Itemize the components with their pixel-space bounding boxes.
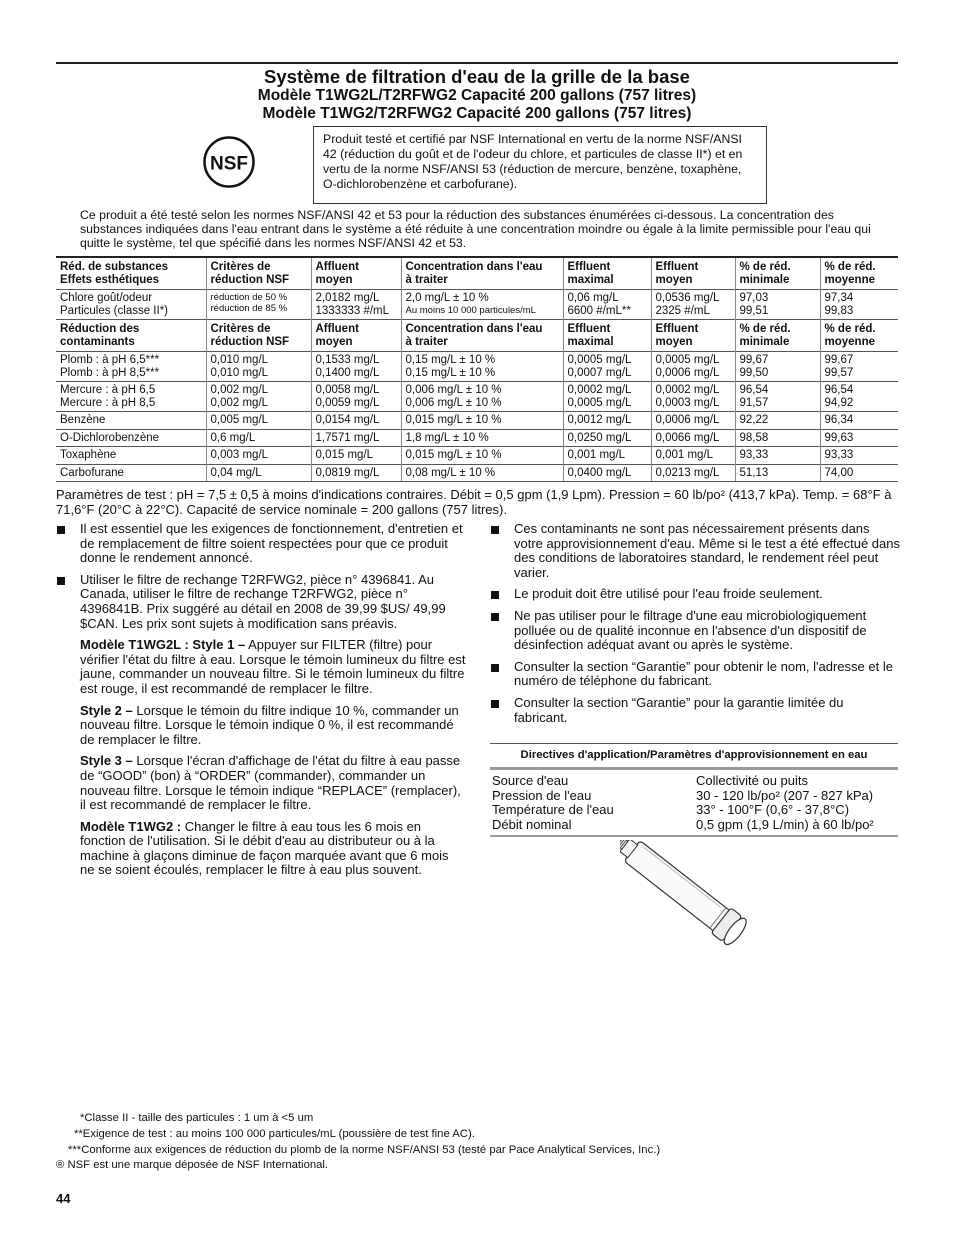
style-2-paragraph bbox=[56, 704, 466, 748]
table-cell: 0,6 mg/L bbox=[206, 429, 311, 447]
table-row bbox=[56, 447, 898, 465]
guidelines-row bbox=[492, 803, 896, 818]
table-cell: 0,0250 mg/L bbox=[563, 429, 651, 447]
table-cell: 93,33 bbox=[820, 447, 898, 465]
table-cell: 0,0006 mg/L bbox=[651, 412, 735, 430]
list-item bbox=[56, 573, 466, 631]
table-cell: 0,0002 mg/L 0,0003 mg/L bbox=[651, 382, 735, 412]
bullet-square-icon bbox=[491, 700, 499, 708]
table-cell: 93,33 bbox=[735, 447, 820, 465]
list-item bbox=[490, 522, 900, 580]
table-header-cell: Critères de réduction NSF bbox=[206, 320, 311, 352]
table-cell-line: 2,0 mg/L ± 10 % bbox=[405, 292, 489, 304]
bullet-square-icon bbox=[491, 526, 499, 534]
list-item-text: Ces contaminants ne sont pas nécessairement présents dans votre approvisionnement d'eau. Même si le test a été effectué dans des conditions de laboratoires standard, le rendement réel peut varier. bbox=[514, 521, 900, 580]
footnote: ***Conforme aux exigences de réduction du plomb de la norme NSF/ANSI 53 (testé par Pace Analytical Services, Inc.) bbox=[68, 1143, 661, 1156]
table-row bbox=[56, 290, 898, 320]
table-row bbox=[56, 352, 898, 382]
table-header-cell: Affluent moyen bbox=[311, 257, 401, 290]
table-cell: 0,0400 mg/L bbox=[563, 464, 651, 482]
table-cell: réduction de 50 % réduction de 85 % bbox=[206, 290, 311, 320]
table-cell: 0,015 mg/L ± 10 % bbox=[401, 447, 563, 465]
model-line-1: Modèle T1WG2L/T2RFWG2 Capacité 200 gallons (757 litres) bbox=[257, 87, 697, 104]
list-item-text: Utiliser le filtre de rechange T2RFWG2, pièce n° 4396841. Au Canada, utiliser le filtre de rechange T2RFWG2, pièce n° 4396841B. Prix suggéré au détail en 2008 de 39,99 $US/ 49,99 $CAN. Les prix sont sujets à modification sans préavis. bbox=[80, 571, 446, 631]
table-header-cell: Effluent moyen bbox=[651, 320, 735, 352]
style-2-text: Lorsque le témoin du filtre indique 10 %, commander un nouveau filtre. Lorsque le témoin indique 0 %, il est recommandé de remplacer le filtre. bbox=[80, 702, 459, 747]
table-row bbox=[56, 412, 898, 430]
nsf-logo bbox=[203, 136, 255, 188]
table-header-cell: % de réd. moyenne bbox=[820, 257, 898, 290]
table-cell: 99,67 99,57 bbox=[820, 352, 898, 382]
table-cell: 0,0058 mg/L 0,0059 mg/L bbox=[311, 382, 401, 412]
table-cell: 0,0005 mg/L 0,0007 mg/L bbox=[563, 352, 651, 382]
water-filter-illustration bbox=[620, 840, 770, 960]
guidelines-key: Source d'eau bbox=[492, 773, 569, 788]
footnote: **Exigence de test : au moins 100 000 particules/mL (poussière de test fine AC). bbox=[74, 1127, 475, 1140]
table-cell: Chlore goût/odeur Particules (classe II*) bbox=[56, 290, 206, 320]
guidelines-key: Débit nominal bbox=[492, 816, 572, 832]
model-t1wg2-paragraph bbox=[56, 820, 466, 878]
table-cell: 0,08 mg/L ± 10 % bbox=[401, 464, 563, 482]
table-header-cell: Affluent moyen bbox=[311, 320, 401, 352]
table-cell: 0,003 mg/L bbox=[206, 447, 311, 465]
list-item-text: Le produit doit être utilisé pour l'eau froide seulement. bbox=[514, 586, 823, 602]
top-rule bbox=[56, 62, 898, 64]
table-header-row bbox=[56, 320, 898, 352]
table-cell: Mercure : à pH 6,5 Mercure : à pH 8,5 bbox=[56, 382, 206, 412]
footnotes bbox=[56, 1111, 898, 1174]
table-header-cell: Effluent maximal bbox=[563, 257, 651, 290]
style-3-label: Style 3 – bbox=[80, 753, 133, 769]
table-row bbox=[56, 429, 898, 447]
table-cell: 0,0005 mg/L 0,0006 mg/L bbox=[651, 352, 735, 382]
style-3-text: Lorsque l'écran d'affichage de l'état du filtre à eau passe de “GOOD” (bon) à “ORDER” (commander), commander un nouveau filtre. Lorsque le témoin indique “REPLACE” (remplacer), il est recommandé de remplacer le filtre. bbox=[80, 753, 461, 813]
table-header-cell: Concentration dans l'eau à traiter bbox=[401, 320, 563, 352]
table-cell: 0,0066 mg/L bbox=[651, 429, 735, 447]
performance-table bbox=[56, 256, 898, 482]
model-t1wg2-label: Modèle T1WG2 : bbox=[80, 818, 182, 834]
table-header-cell: Concentration dans l'eau à traiter bbox=[401, 257, 563, 290]
table-cell: Benzène bbox=[56, 412, 206, 430]
certification-box: Produit testé et certifié par NSF International en vertu de la norme NSF/ANSI 42 (réduction du goût et de l'odeur du chlore, et particules de classe II*) et en vertu de la norme NSF/ANSI 53 (réduction de mercure, benzène, toxaphène, O-dichlorobenzène et carbofurane). bbox=[313, 126, 767, 204]
table-cell: Toxaphène bbox=[56, 447, 206, 465]
table-cell: 51,13 bbox=[735, 464, 820, 482]
guidelines-value: 30 - 120 lb/po² (207 - 827 kPa) bbox=[696, 787, 874, 803]
table-cell: 96,54 91,57 bbox=[735, 382, 820, 412]
table-header-row bbox=[56, 257, 898, 290]
table-cell: Carbofurane bbox=[56, 464, 206, 482]
table-cell: 74,00 bbox=[820, 464, 898, 482]
table-cell: 0,0154 mg/L bbox=[311, 412, 401, 430]
page-number: 44 bbox=[56, 1191, 71, 1206]
list-item-text: Consulter la section “Garantie” pour obtenir le nom, l'adresse et le numéro de téléphone du fabricant. bbox=[514, 658, 893, 689]
bullet-square-icon bbox=[491, 591, 499, 599]
guidelines-value: 33° - 100°F (0,6° - 37,8°C) bbox=[696, 802, 850, 817]
table-header-cell: % de réd. moyenne bbox=[820, 320, 898, 352]
table-cell: 0,015 mg/L bbox=[311, 447, 401, 465]
left-column bbox=[56, 522, 466, 885]
right-column bbox=[490, 522, 900, 732]
page-title-block bbox=[56, 67, 898, 123]
guidelines-value: 0,5 gpm (1,9 L/min) à 60 lb/po² bbox=[696, 816, 874, 832]
guidelines-row bbox=[492, 818, 896, 833]
table-cell: 0,0536 mg/L 2325 #/mL bbox=[651, 290, 735, 320]
style-1-label: Modèle T1WG2L : Style 1 – bbox=[80, 637, 246, 653]
test-parameters: Paramètres de test : pH = 7,5 ± 0,5 à moins d'indications contraires. Débit = 0,5 gpm (1,9 Lpm). Pression = 60 lb/po² (413,7 kPa). Temp. = 68°F à 71,6°F (20°C à 22°C). Capacité de service nominale = 200 gallons (757 litres). bbox=[56, 487, 892, 517]
table-header-cell: Effluent moyen bbox=[651, 257, 735, 290]
bullet-square-icon bbox=[491, 664, 499, 672]
application-guidelines-table bbox=[490, 743, 898, 837]
table-cell: 99,63 bbox=[820, 429, 898, 447]
table-cell: 0,0819 mg/L bbox=[311, 464, 401, 482]
table-cell: 1,8 mg/L ± 10 % bbox=[401, 429, 563, 447]
table-cell: Plomb : à pH 6,5*** Plomb : à pH 8,5*** bbox=[56, 352, 206, 382]
table-header-cell: Réd. de substances Effets esthétiques bbox=[56, 257, 206, 290]
bullet-square-icon bbox=[57, 526, 65, 534]
style-1-paragraph bbox=[56, 638, 466, 696]
table-cell: 0,001 mg/L bbox=[563, 447, 651, 465]
table-cell: 2,0182 mg/L 1333333 #/mL bbox=[311, 290, 401, 320]
table-header-cell: Effluent maximal bbox=[563, 320, 651, 352]
intro-paragraph: Ce produit a été testé selon les normes NSF/ANSI 42 et 53 pour la réduction des substances énumérées ci-dessous. La concentration des substances indiquées dans l'eau entrant dans le système a été réduite à une concentration moindre ou égale à la limite permissible pour l'eau qui quitte le système, tel que spécifié dans les normes NSF/ANSI 42 et 53. bbox=[80, 208, 871, 250]
list-item-text: Ne pas utiliser pour le filtrage d'une eau microbiologiquement polluée ou de qualité inconnue en l'absence d'un dispositif de désinfection adéquat avant ou après le système. bbox=[514, 607, 867, 653]
guidelines-value: Collectivité ou puits bbox=[696, 773, 808, 788]
guidelines-row bbox=[492, 789, 896, 804]
style-3-paragraph bbox=[56, 754, 466, 812]
guidelines-key: Température de l'eau bbox=[492, 802, 614, 817]
list-item bbox=[490, 609, 900, 653]
table-cell-line: Au moins 10 000 particules/mL bbox=[405, 304, 536, 316]
table-cell: 0,06 mg/L 6600 #/mL** bbox=[563, 290, 651, 320]
table-cell: 0,15 mg/L ± 10 % 0,15 mg/L ± 10 % bbox=[401, 352, 563, 382]
list-item-text: Il est essentiel que les exigences de fonctionnement, d'entretien et de remplacement de filtre soient respectées pour que ce produit donne le rendement annoncé. bbox=[80, 521, 463, 566]
footnote: *Classe II - taille des particules : 1 um à <5 um bbox=[80, 1112, 314, 1124]
table-row bbox=[56, 464, 898, 482]
table-row bbox=[56, 382, 898, 412]
style-1-text: Appuyer sur FILTER (filtre) pour vérifier l'état du filtre à eau. Lorsque le témoin lumineux du filtre est jaune, commander un nouveau filtre. Si le témoin lumineux du filtre est rouge, il est recommandé de remplacer le filtre. bbox=[80, 637, 466, 696]
table-cell: 0,1533 mg/L 0,1400 mg/L bbox=[311, 352, 401, 382]
table-cell: 1,7571 mg/L bbox=[311, 429, 401, 447]
table-cell: 0,015 mg/L ± 10 % bbox=[401, 412, 563, 430]
table-cell: 96,34 bbox=[820, 412, 898, 430]
table-cell: 98,58 bbox=[735, 429, 820, 447]
footnote: ® NSF est une marque déposée de NSF International. bbox=[56, 1159, 329, 1172]
table-cell: 97,03 99,51 bbox=[735, 290, 820, 320]
list-item bbox=[490, 660, 900, 689]
table-header-cell: Critères de réduction NSF bbox=[206, 257, 311, 290]
style-2-label: Style 2 – bbox=[80, 702, 133, 718]
table-header-cell: % de réd. minimale bbox=[735, 320, 820, 352]
guidelines-title: Directives d'application/Paramètres d'approvisionnement en eau bbox=[490, 743, 898, 770]
table-cell: 92,22 bbox=[735, 412, 820, 430]
list-item-text: Consulter la section “Garantie” pour la garantie limitée du fabricant. bbox=[514, 694, 844, 725]
guidelines-key: Pression de l'eau bbox=[492, 787, 592, 803]
guidelines-row bbox=[492, 774, 896, 789]
table-cell: 97,34 99,83 bbox=[820, 290, 898, 320]
bullet-square-icon bbox=[491, 613, 499, 621]
table-cell bbox=[401, 290, 563, 320]
list-item bbox=[490, 696, 900, 725]
bullet-square-icon bbox=[57, 577, 65, 585]
list-item bbox=[490, 587, 900, 602]
guidelines-rows bbox=[490, 770, 898, 837]
model-t1wg2-text: Changer le filtre à eau tous les 6 mois en fonction de l'utilisation. Si le débit d'eau au distributeur ou à la machine à glaçons diminue de façon marquée avant que 6 mois ne se soient écoulés, remplacer le filtre à eau plus souvent. bbox=[80, 818, 449, 878]
table-cell: 0,04 mg/L bbox=[206, 464, 311, 482]
table-cell: 96,54 94,92 bbox=[820, 382, 898, 412]
table-cell: 0,0213 mg/L bbox=[651, 464, 735, 482]
table-cell: 0,002 mg/L 0,002 mg/L bbox=[206, 382, 311, 412]
model-line-2: Modèle T1WG2/T2RFWG2 Capacité 200 gallons (757 litres) bbox=[262, 105, 692, 122]
table-header-cell: Réduction des contaminants bbox=[56, 320, 206, 352]
table-cell: 0,006 mg/L ± 10 % 0,006 mg/L ± 10 % bbox=[401, 382, 563, 412]
table-cell: O-Dichlorobenzène bbox=[56, 429, 206, 447]
table-cell: 0,005 mg/L bbox=[206, 412, 311, 430]
page-title: Système de filtration d'eau de la grille de la base bbox=[264, 66, 690, 87]
table-header-cell: % de réd. minimale bbox=[735, 257, 820, 290]
list-item bbox=[56, 522, 466, 566]
table-cell: 0,0012 mg/L bbox=[563, 412, 651, 430]
table-cell: 99,67 99,50 bbox=[735, 352, 820, 382]
nsf-logo-text: NSF bbox=[210, 153, 248, 175]
table-cell: 0,0002 mg/L 0,0005 mg/L bbox=[563, 382, 651, 412]
table-cell: 0,001 mg/L bbox=[651, 447, 735, 465]
table-cell: 0,010 mg/L 0,010 mg/L bbox=[206, 352, 311, 382]
